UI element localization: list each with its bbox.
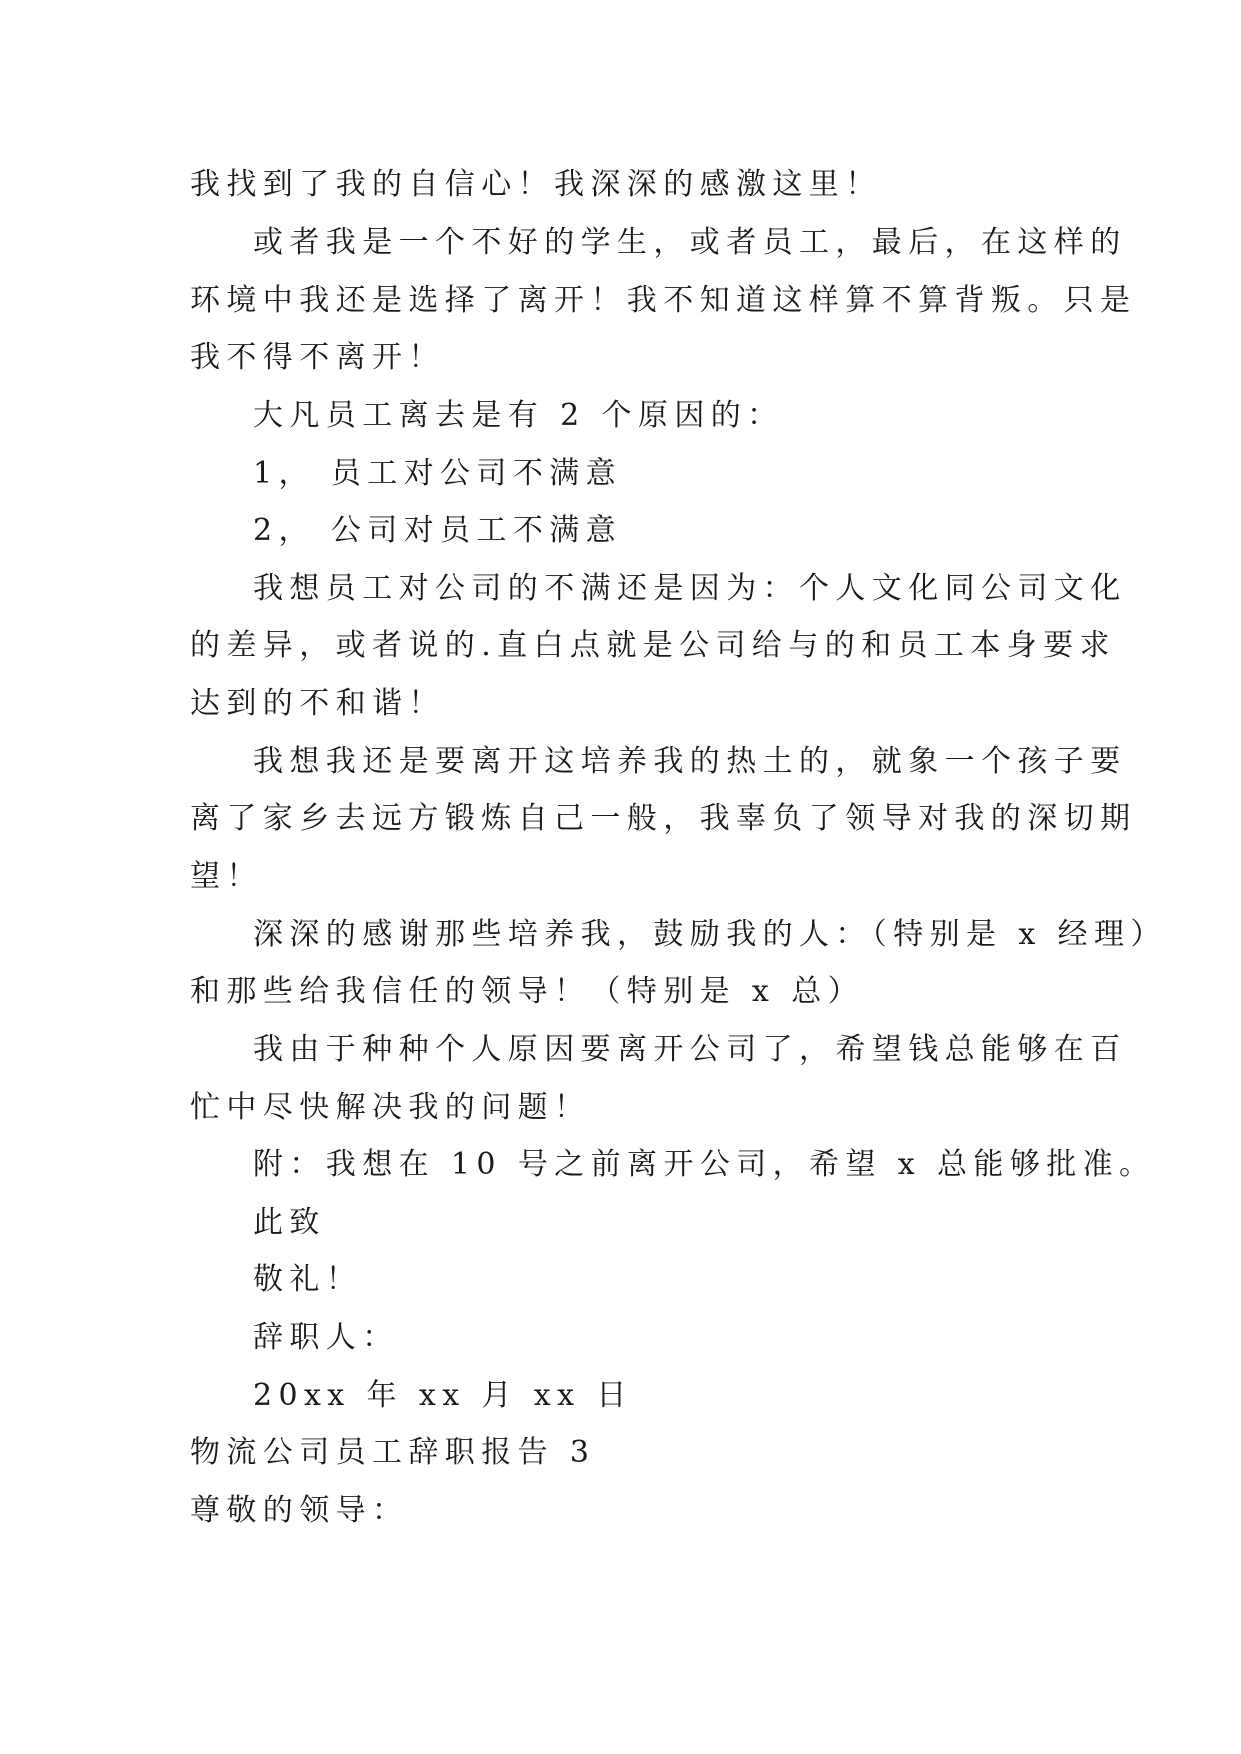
- signature-line: 辞职人：: [253, 1320, 399, 1355]
- paragraph-line: 或者我是一个不好的学生，或者员工，最后，在这样的: [253, 225, 1127, 260]
- paragraph-line: 的差异，或者说的.直白点就是公司给与的和员工本身要求: [190, 628, 1116, 663]
- paragraph-line: 我想员工对公司的不满还是因为：个人文化同公司文化: [253, 571, 1127, 606]
- date-line: 20xx 年 xx 月 xx 日: [253, 1378, 633, 1413]
- paragraph-line: 忙中尽快解决我的问题！: [190, 1090, 591, 1125]
- paragraph-line: 我找到了我的自信心！我深深的感激这里！: [190, 167, 882, 202]
- closing-line: 此致: [253, 1205, 326, 1240]
- paragraph-line: 我不得不离开！: [190, 340, 445, 375]
- paragraph-line: 我想我还是要离开这培养我的热土的，就象一个孩子要: [253, 744, 1127, 779]
- list-item: 2， 公司对员工不满意: [253, 513, 623, 548]
- paragraph-line: 达到的不和谐！: [190, 686, 445, 721]
- paragraph-line: 离了家乡去远方锻炼自己一般，我辜负了领导对我的深切期: [190, 801, 1137, 836]
- section-title: 物流公司员工辞职报告 3: [190, 1435, 596, 1470]
- salutation: 尊敬的领导：: [190, 1493, 409, 1528]
- paragraph-line: 望！: [190, 859, 263, 894]
- paragraph-line: 和那些给我信任的领导！（特别是 x 总）: [190, 974, 864, 1009]
- closing-line: 敬礼！: [253, 1262, 363, 1297]
- paragraph-line: 深深的感谢那些培养我，鼓励我的人：（特别是 x 经理）: [253, 917, 1167, 952]
- paragraph-line: 大凡员工离去是有 2 个原因的：: [253, 398, 784, 433]
- paragraph-line: 附：我想在 10 号之前离开公司，希望 x 总能够批准。: [253, 1147, 1156, 1182]
- paragraph-line: 我由于种种个人原因要离开公司了，希望钱总能够在百: [253, 1032, 1127, 1067]
- list-item: 1， 员工对公司不满意: [253, 456, 623, 491]
- paragraph-line: 环境中我还是选择了离开！我不知道这样算不算背叛。只是: [190, 283, 1137, 318]
